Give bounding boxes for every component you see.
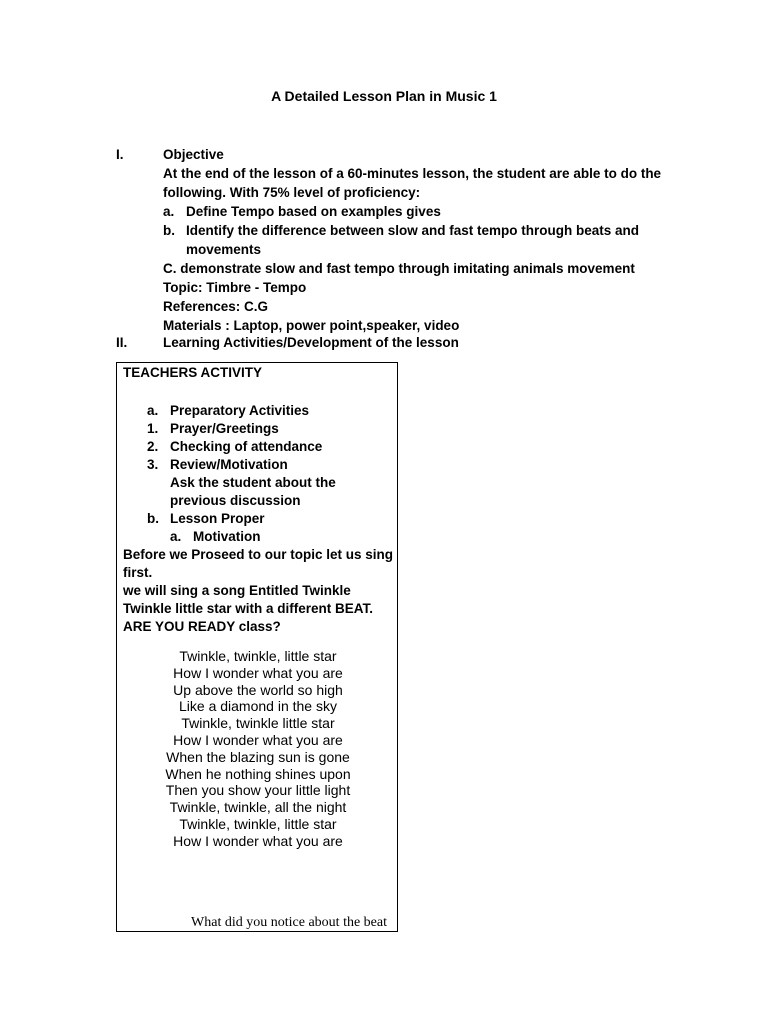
objective-marker: a. (163, 204, 175, 219)
song-paragraph: we will sing a song Entitled Twinkle Twinkle little star with a different BEAT. (123, 583, 374, 616)
step-text: Review/Motivation (170, 457, 288, 472)
lyric-line: Twinkle, twinkle, all the night (169, 799, 347, 816)
section-2-number: II. (116, 335, 128, 350)
objective-text: Identify the difference between slow and fast tempo through beats and movements (186, 223, 640, 257)
step-text: Prayer/Greetings (170, 421, 279, 436)
topic-line: Topic: Timbre - Tempo (163, 280, 307, 295)
section-1-body (163, 145, 683, 335)
lyric-line: Up above the world so high (173, 681, 343, 698)
objective-text: Define Tempo based on examples gives (186, 204, 441, 219)
lyric-line: Twinkle, twinkle little star (181, 715, 335, 732)
list-marker: 2. (147, 439, 159, 454)
preparatory-activities (123, 401, 395, 420)
teachers-activity-box (116, 362, 398, 932)
list-marker: a. (147, 403, 159, 418)
document-title: A Detailed Lesson Plan in Music 1 (271, 88, 497, 104)
list-marker: a. (170, 529, 182, 544)
intro-paragraph: Before we Proseed to our topic let us sing first. (123, 547, 394, 580)
list-marker: b. (147, 511, 159, 526)
lyric-line: How I wonder what you are (173, 832, 343, 849)
lyric-line: When he nothing shines upon (165, 765, 351, 782)
step-review (123, 456, 395, 474)
lesson-proper-label: Lesson Proper (170, 511, 265, 526)
objective-marker: b. (163, 223, 175, 238)
lyric-line: Twinkle, twinkle, little star (179, 815, 337, 832)
teachers-activity-heading: TEACHERS ACTIVITY (123, 365, 263, 380)
motivation-label: Motivation (193, 529, 261, 544)
references-line: References: C.G (163, 299, 269, 314)
beat-question: What did you notice about the beat (191, 915, 387, 930)
objective-item-c: C. demonstrate slow and fast tempo through imitating animals movement (163, 261, 635, 276)
teachers-activity-content (123, 363, 395, 636)
lyric-line: How I wonder what you are (173, 731, 343, 748)
ready-question: ARE YOU READY class? (123, 619, 281, 634)
lyric-line: Twinkle, twinkle, little star (179, 648, 337, 664)
objective-item-b (163, 221, 683, 259)
step-attendance (123, 438, 395, 456)
list-marker: 3. (147, 457, 159, 472)
section-2-heading: Learning Activities/Development of the lesson (163, 335, 459, 350)
lyric-line: When the blazing sun is gone (166, 748, 350, 765)
step-prayer (123, 420, 395, 438)
materials-line: Materials : Laptop, power point,speaker, video (163, 318, 460, 333)
objective-item-a (163, 202, 683, 221)
review-note: Ask the student about the previous discussion (170, 475, 336, 508)
list-marker: 1. (147, 421, 159, 436)
preparatory-label: Preparatory Activities (170, 403, 310, 418)
motivation (123, 528, 395, 546)
section-1-number: I. (116, 147, 124, 162)
lyric-line: How I wonder what you are (173, 664, 343, 681)
objective-heading: Objective (163, 147, 224, 162)
objective-intro: At the end of the lesson of a 60-minutes lesson, the student are able to do the following. With 75% level of proficiency: (163, 166, 662, 200)
song-lyrics (117, 648, 399, 850)
lesson-proper (123, 510, 395, 528)
lyric-line: Like a diamond in the sky (179, 698, 337, 715)
lyric-line: Then you show your little light (165, 782, 351, 799)
step-text: Checking of attendance (170, 439, 323, 454)
